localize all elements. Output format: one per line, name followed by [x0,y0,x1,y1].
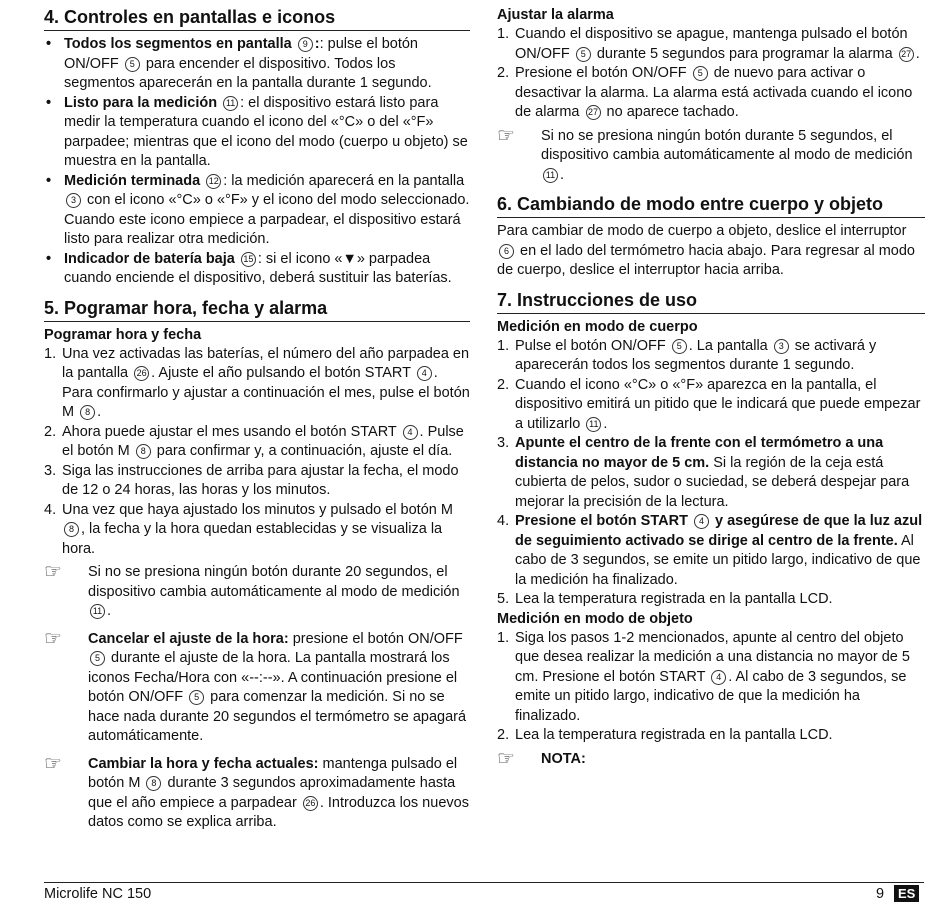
callout-number: 5 [90,651,105,666]
section-5-title: 5. Pogramar hora, fecha y alarma [44,297,328,318]
callout-number: 4 [417,366,432,381]
callout-number: 6 [499,244,514,259]
step: 3. Apunte el centro de la frente con el termómetro a una distancia no mayor de 5 cm. Si la región de la ceja está cubierta de pelos, sudor o suciedad, se deberá despejar para mejorar la precisión de la lectura. [497,435,910,510]
callout-number: 5 [693,66,708,81]
s4-item: • Medición terminada 12 : la medición aparecerá en la pantalla 3 con el icono «°C» o «°F» y el icono del modo seleccionado. Cuando este icono empiece a parpadear, el dispositivo estará listo para realizar otra medición. [44,172,470,250]
callout-number: 26 [134,366,149,381]
callout-number: 8 [146,776,161,791]
page-number: 9 [876,886,885,902]
note: ☞ Cancelar el ajuste de la hora: presione el botón ON/OFF 5 durante el ajuste de la hora. La pantalla mostrará los iconos Fecha/Hora con «--:--». A continuación presione el botón ON/OFF 5 para comenzar la medición. Si no se hace nada durante 20 segundos el termómetro se apagará automáticamente. [44,627,467,744]
divider [44,30,470,31]
callout-number: 15 [241,252,256,267]
s4-item: • Indicador de batería baja 15 : si el icono «▼» parpadea cuando enciende el dispositivo, deberá sustituir las baterías. [44,250,470,289]
callout-number: 4 [711,670,726,685]
step: 2. Presione el botón ON/OFF 5 de nuevo para activar o desactivar la alarma. La alarma está activada cuando el icono de alarma 27 no aparece tachado. [497,65,913,120]
divider [44,321,470,322]
subsection-title: Medición en modo de cuerpo [497,318,698,335]
callout-number: 5 [189,690,204,705]
note: ☞ Cambiar la hora y fecha actuales: mantenga pulsado el botón M 8 durante 3 segundos aproximadamente hasta que el año empiece a parpadear 26 . Introduzca los nuevos datos como se explica arriba. [44,752,469,830]
section-6-text: Para cambiar de modo de cuerpo a objeto, deslice el interruptor 6 en el lado del termómetro hacia abajo. Para regresar al modo de cuerpo, deslice el interruptor hacia arriba. [497,223,915,278]
divider [497,313,925,314]
body-steps [497,337,925,610]
step: 2. Cuando el icono «°C» o «°F» aparezca en la pantalla, el dispositivo emitirá un pitido que le indicará que puede empezar a utilizarlo 11 . [497,376,921,432]
step: 1. Siga los pasos 1-2 mencionados, apunte al centro del objeto que desea realizar la medición a una distancia no mayor de 5 cm. Presione el botón START 4 . Al cabo de 3 segundos, se emite un pitido largo, indicativo de que la medición ha finalizado. [497,629,910,724]
callout-number: 9 [298,37,313,52]
step: 1. Cuando el dispositivo se apague, mantenga pulsado el botón ON/OFF 5 durante 5 segundos para programar la alarma 27 . [497,26,920,62]
s4-list [44,35,470,289]
callout-number: 8 [80,405,95,420]
step: 4. Una vez que haya ajustado los minutos y pulsado el botón M 8 , la fecha y la hora quedan establecidas y se visualiza la hora. [44,501,453,557]
callout-number: 3 [66,193,81,208]
callout-number: 11 [543,168,558,183]
alarm-steps [497,25,925,123]
section-7-title: 7. Instrucciones de uso [497,289,698,310]
left-column [44,6,470,841]
step: 1. Pulse el botón ON/OFF 5 . La pantalla 3 se activará y aparecerán todos los segmentos durante 1 segundo. [497,337,877,373]
callout-number: 8 [136,444,151,459]
section-6-title: 6. Cambiando de modo entre cuerpo y objeto [497,194,884,214]
object-steps [497,629,925,746]
callout-number: 11 [223,96,238,111]
language-badge: ES [894,885,919,902]
pointing-hand-icon: ☞ [497,124,515,147]
step: 2. Lea la temperatura registrada en la pantalla LCD. [497,727,833,743]
footer-model: Microlife NC 150 [44,886,152,902]
s4-item: • Listo para la medición 11 : el dispositivo estará listo para medir la temperatura cuando el icono del «°C» o del «°F» parpadee; mientras que el icono del modo (cuerpo u objeto) se muestra en la pantalla. [44,94,470,172]
s4-item: • Todos los segmentos en pantalla 9 :: pulse el botón ON/OFF 5 para encender el dispositivo. Todos los segmentos aparecerán en la pantalla durante 1 segundo. [44,35,470,94]
pointing-hand-icon: ☞ [497,747,515,770]
callout-number: 26 [303,796,318,811]
step: 5. Lea la temperatura registrada en la pantalla LCD. [497,591,833,607]
pointing-hand-icon: ☞ [44,627,62,650]
pointing-hand-icon: ☞ [44,752,62,775]
callout-number: 11 [90,604,105,619]
step: 4. Presione el botón START 4 y asegúrese de que la luz azul de seguimiento activado se dirige al centro de la frente. Al cabo de 3 segundos, se emite un pitido largo, indicativo de que la medición ha finalizado. [497,513,923,588]
callout-number: 3 [774,339,789,354]
callout-number: 11 [586,417,601,432]
callout-number: 8 [64,522,79,537]
pointing-hand-icon: ☞ [44,561,62,583]
callout-number: 4 [403,425,418,440]
right-column [497,6,925,777]
subsection-title: Medición en modo de objeto [497,610,693,627]
callout-number: 5 [125,57,140,72]
callout-number: 27 [899,47,914,62]
callout-number: 5 [672,339,687,354]
callout-number: 4 [694,514,709,529]
step: 2. Ahora puede ajustar el mes usando el botón START 4 . Pulse el botón M 8 para confirmar y, a continuación, ajuste el día. [44,423,464,459]
step: 3. Siga las instrucciones de arriba para ajustar la fecha, el modo de 12 o 24 horas, las horas y los minutos. [44,462,459,498]
divider [497,217,925,218]
subsection-title: Ajustar la alarma [497,7,614,23]
callout-number: 27 [586,105,601,120]
footer-divider [44,882,924,883]
callout-number: 12 [206,174,221,189]
note: ☞ Si no se presiona ningún botón durante 20 segundos, el dispositivo cambia automáticamente al modo de medición 11 . [44,561,460,619]
subsection-title: Pogramar hora y fecha [44,326,202,343]
section-4-title: 4. Controles en pantallas e iconos [44,7,336,27]
callout-number: 5 [576,47,591,62]
note: ☞ NOTA: [497,747,586,770]
s5-steps [44,345,470,560]
step: 1. Una vez activadas las baterías, el número del año parpadea en la pantalla 26 . Ajuste el año pulsando el botón START 4 . Para confirmarlo y ajustar a continuación el mes, pulse el botón M 8 . [44,345,470,420]
note: ☞ Si no se presiona ningún botón durante 5 segundos, el dispositivo cambia automáticamente al modo de medición 11 . [497,124,913,183]
